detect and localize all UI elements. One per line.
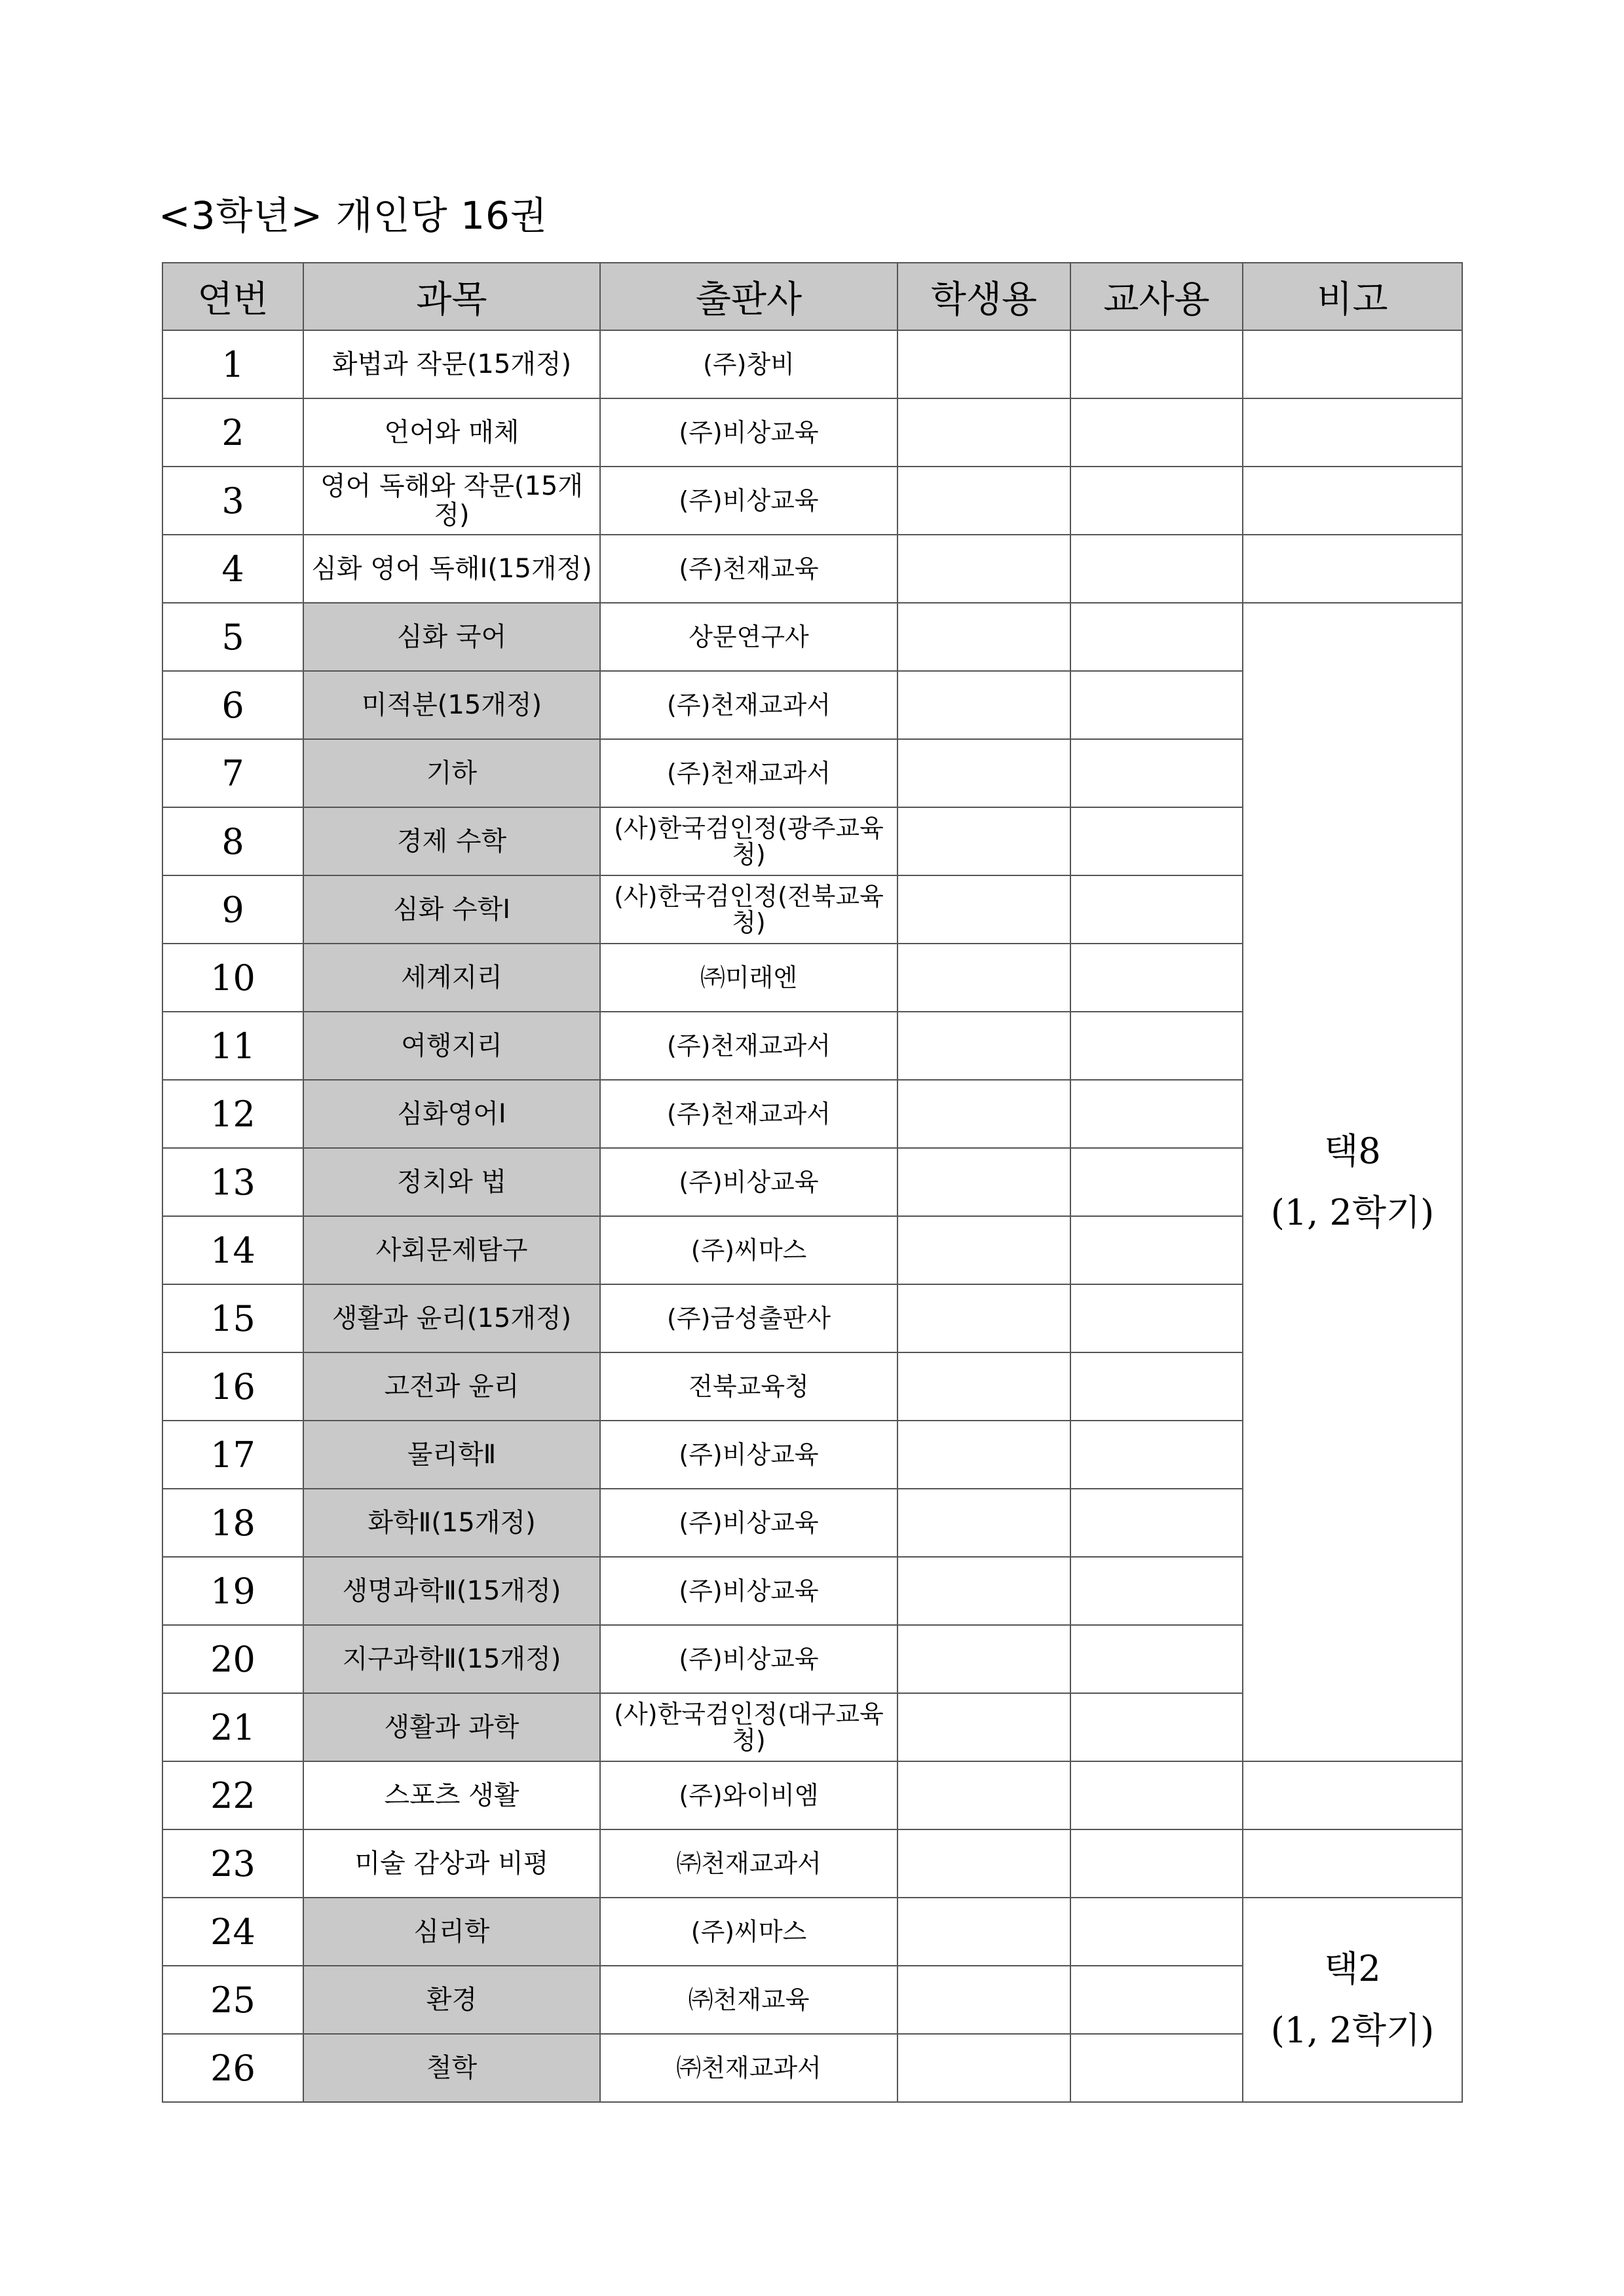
row-number: 17 <box>162 1421 303 1489</box>
teacher-count-cell[interactable] <box>1070 671 1243 739</box>
note-cell-choose-2 <box>1243 1898 1462 2102</box>
publisher-cell: (주)천재교과서 <box>600 739 897 807</box>
teacher-count-cell[interactable] <box>1070 739 1243 807</box>
table-row <box>162 1898 1462 1966</box>
student-count-cell[interactable] <box>897 875 1070 944</box>
row-number: 9 <box>162 875 303 944</box>
note-cell[interactable] <box>1243 398 1462 467</box>
student-count-cell[interactable] <box>897 1693 1070 1761</box>
subject-cell: 철학 <box>303 2034 600 2102</box>
row-number: 10 <box>162 944 303 1012</box>
teacher-count-cell[interactable] <box>1070 535 1243 603</box>
student-count-cell[interactable] <box>897 1284 1070 1352</box>
subject-cell: 심화 국어 <box>303 603 600 671</box>
teacher-count-cell[interactable] <box>1070 1898 1243 1966</box>
note-cell[interactable] <box>1243 1761 1462 1829</box>
subject-cell: 영어 독해와 작문(15개정) <box>303 467 600 535</box>
student-count-cell[interactable] <box>897 1421 1070 1489</box>
note-line2: (1, 2학기) <box>1270 1192 1435 1233</box>
publisher-cell: ㈜미래엔 <box>600 944 897 1012</box>
publisher-cell: (주)와이비엠 <box>600 1761 897 1829</box>
publisher-cell: (주)비상교육 <box>600 398 897 467</box>
publisher-cell: (주)씨마스 <box>600 1898 897 1966</box>
subject-cell: 미적분(15개정) <box>303 671 600 739</box>
header-row <box>162 263 1462 330</box>
subject-cell: 스포츠 생활 <box>303 1761 600 1829</box>
teacher-count-cell[interactable] <box>1070 1625 1243 1693</box>
table-row <box>162 603 1462 671</box>
student-count-cell[interactable] <box>897 603 1070 671</box>
table-row <box>162 1761 1462 1829</box>
header-subject: 과목 <box>303 263 600 330</box>
subject-cell: 정치와 법 <box>303 1148 600 1216</box>
publisher-cell: (주)비상교육 <box>600 1421 897 1489</box>
row-number: 23 <box>162 1829 303 1898</box>
row-number: 22 <box>162 1761 303 1829</box>
note-line1: 택2 <box>1324 1948 1381 1989</box>
publisher-cell: ㈜천재교육 <box>600 1966 897 2034</box>
publisher-cell: (주)천재교과서 <box>600 1080 897 1148</box>
subject-cell: 여행지리 <box>303 1012 600 1080</box>
page-title: <3학년> 개인당 16권 <box>159 193 548 238</box>
table-row <box>162 467 1462 535</box>
teacher-count-cell[interactable] <box>1070 807 1243 875</box>
teacher-count-cell[interactable] <box>1070 944 1243 1012</box>
student-count-cell[interactable] <box>897 1012 1070 1080</box>
subject-cell: 경제 수학 <box>303 807 600 875</box>
teacher-count-cell[interactable] <box>1070 1012 1243 1080</box>
subject-cell: 사회문제탐구 <box>303 1216 600 1284</box>
student-count-cell[interactable] <box>897 1216 1070 1284</box>
textbook-table <box>162 262 1463 2103</box>
student-count-cell[interactable] <box>897 1829 1070 1898</box>
teacher-count-cell[interactable] <box>1070 1421 1243 1489</box>
row-number: 25 <box>162 1966 303 2034</box>
row-number: 24 <box>162 1898 303 1966</box>
student-count-cell[interactable] <box>897 1898 1070 1966</box>
row-number: 7 <box>162 739 303 807</box>
student-count-cell[interactable] <box>897 535 1070 603</box>
teacher-count-cell[interactable] <box>1070 1966 1243 2034</box>
teacher-count-cell[interactable] <box>1070 2034 1243 2102</box>
publisher-cell: (사)한국검인정(전북교육청) <box>600 875 897 944</box>
note-cell-choose-8 <box>1243 603 1462 1761</box>
subject-cell: 지구과학Ⅱ(15개정) <box>303 1625 600 1693</box>
subject-cell: 환경 <box>303 1966 600 2034</box>
row-number: 21 <box>162 1693 303 1761</box>
student-count-cell[interactable] <box>897 467 1070 535</box>
row-number: 20 <box>162 1625 303 1693</box>
table-row <box>162 398 1462 467</box>
publisher-cell: (주)씨마스 <box>600 1216 897 1284</box>
subject-cell: 언어와 매체 <box>303 398 600 467</box>
table-row <box>162 330 1462 398</box>
student-count-cell[interactable] <box>897 1966 1070 2034</box>
student-count-cell[interactable] <box>897 739 1070 807</box>
publisher-cell: (사)한국검인정(대구교육청) <box>600 1693 897 1761</box>
publisher-cell: (주)천재교과서 <box>600 1012 897 1080</box>
row-number: 14 <box>162 1216 303 1284</box>
subject-cell: 화학Ⅱ(15개정) <box>303 1489 600 1557</box>
publisher-cell: (사)한국검인정(광주교육청) <box>600 807 897 875</box>
student-count-cell[interactable] <box>897 671 1070 739</box>
subject-cell: 세계지리 <box>303 944 600 1012</box>
student-count-cell[interactable] <box>897 1761 1070 1829</box>
teacher-count-cell[interactable] <box>1070 398 1243 467</box>
teacher-count-cell[interactable] <box>1070 875 1243 944</box>
publisher-cell: (주)비상교육 <box>600 1557 897 1625</box>
publisher-cell: (주)비상교육 <box>600 467 897 535</box>
table-row <box>162 535 1462 603</box>
teacher-count-cell[interactable] <box>1070 467 1243 535</box>
teacher-count-cell[interactable] <box>1070 1080 1243 1148</box>
teacher-count-cell[interactable] <box>1070 1829 1243 1898</box>
row-number: 6 <box>162 671 303 739</box>
teacher-count-cell[interactable] <box>1070 603 1243 671</box>
header-publisher: 출판사 <box>600 263 897 330</box>
note-cell[interactable] <box>1243 535 1462 603</box>
row-number: 18 <box>162 1489 303 1557</box>
subject-cell: 심화영어Ⅰ <box>303 1080 600 1148</box>
row-number: 8 <box>162 807 303 875</box>
row-number: 13 <box>162 1148 303 1216</box>
student-count-cell[interactable] <box>897 1080 1070 1148</box>
publisher-cell: (주)창비 <box>600 330 897 398</box>
table-row <box>162 1829 1462 1898</box>
row-number: 26 <box>162 2034 303 2102</box>
subject-cell: 심화 영어 독해Ⅰ(15개정) <box>303 535 600 603</box>
subject-cell: 물리학Ⅱ <box>303 1421 600 1489</box>
subject-cell: 생명과학Ⅱ(15개정) <box>303 1557 600 1625</box>
student-count-cell[interactable] <box>897 398 1070 467</box>
teacher-count-cell[interactable] <box>1070 330 1243 398</box>
subject-cell: 화법과 작문(15개정) <box>303 330 600 398</box>
publisher-cell: (주)천재교육 <box>600 535 897 603</box>
row-number: 5 <box>162 603 303 671</box>
student-count-cell[interactable] <box>897 1148 1070 1216</box>
subject-cell: 고전과 윤리 <box>303 1352 600 1421</box>
row-number: 4 <box>162 535 303 603</box>
row-number: 1 <box>162 330 303 398</box>
publisher-cell: 상문연구사 <box>600 603 897 671</box>
subject-cell: 미술 감상과 비평 <box>303 1829 600 1898</box>
note-line1: 택8 <box>1324 1130 1381 1172</box>
subject-cell: 생활과 과학 <box>303 1693 600 1761</box>
subject-cell: 생활과 윤리(15개정) <box>303 1284 600 1352</box>
student-count-cell[interactable] <box>897 1557 1070 1625</box>
subject-cell: 심리학 <box>303 1898 600 1966</box>
row-number: 15 <box>162 1284 303 1352</box>
student-count-cell[interactable] <box>897 1489 1070 1557</box>
publisher-cell: (주)천재교과서 <box>600 671 897 739</box>
header-note: 비고 <box>1243 263 1462 330</box>
teacher-count-cell[interactable] <box>1070 1557 1243 1625</box>
publisher-cell: (주)비상교육 <box>600 1489 897 1557</box>
row-number: 19 <box>162 1557 303 1625</box>
teacher-count-cell[interactable] <box>1070 1693 1243 1761</box>
teacher-count-cell[interactable] <box>1070 1284 1243 1352</box>
publisher-cell: (주)비상교육 <box>600 1148 897 1216</box>
student-count-cell[interactable] <box>897 944 1070 1012</box>
publisher-cell: 전북교육청 <box>600 1352 897 1421</box>
subject-cell: 기하 <box>303 739 600 807</box>
publisher-cell: ㈜천재교과서 <box>600 2034 897 2102</box>
row-number: 11 <box>162 1012 303 1080</box>
publisher-cell: (주)비상교육 <box>600 1625 897 1693</box>
row-number: 16 <box>162 1352 303 1421</box>
publisher-cell: ㈜천재교과서 <box>600 1829 897 1898</box>
note-cell[interactable] <box>1243 1829 1462 1898</box>
subject-cell: 심화 수학Ⅰ <box>303 875 600 944</box>
row-number: 12 <box>162 1080 303 1148</box>
header-teacher: 교사용 <box>1070 263 1243 330</box>
student-count-cell[interactable] <box>897 1625 1070 1693</box>
note-line2: (1, 2학기) <box>1270 2010 1435 2051</box>
header-number: 연번 <box>162 263 303 330</box>
student-count-cell[interactable] <box>897 1352 1070 1421</box>
table-body <box>162 330 1462 2102</box>
student-count-cell[interactable] <box>897 807 1070 875</box>
publisher-cell: (주)금성출판사 <box>600 1284 897 1352</box>
teacher-count-cell[interactable] <box>1070 1489 1243 1557</box>
teacher-count-cell[interactable] <box>1070 1216 1243 1284</box>
row-number: 2 <box>162 398 303 467</box>
note-cell[interactable] <box>1243 467 1462 535</box>
teacher-count-cell[interactable] <box>1070 1148 1243 1216</box>
student-count-cell[interactable] <box>897 2034 1070 2102</box>
row-number: 3 <box>162 467 303 535</box>
note-cell[interactable] <box>1243 330 1462 398</box>
student-count-cell[interactable] <box>897 330 1070 398</box>
header-student: 학생용 <box>897 263 1070 330</box>
teacher-count-cell[interactable] <box>1070 1352 1243 1421</box>
teacher-count-cell[interactable] <box>1070 1761 1243 1829</box>
